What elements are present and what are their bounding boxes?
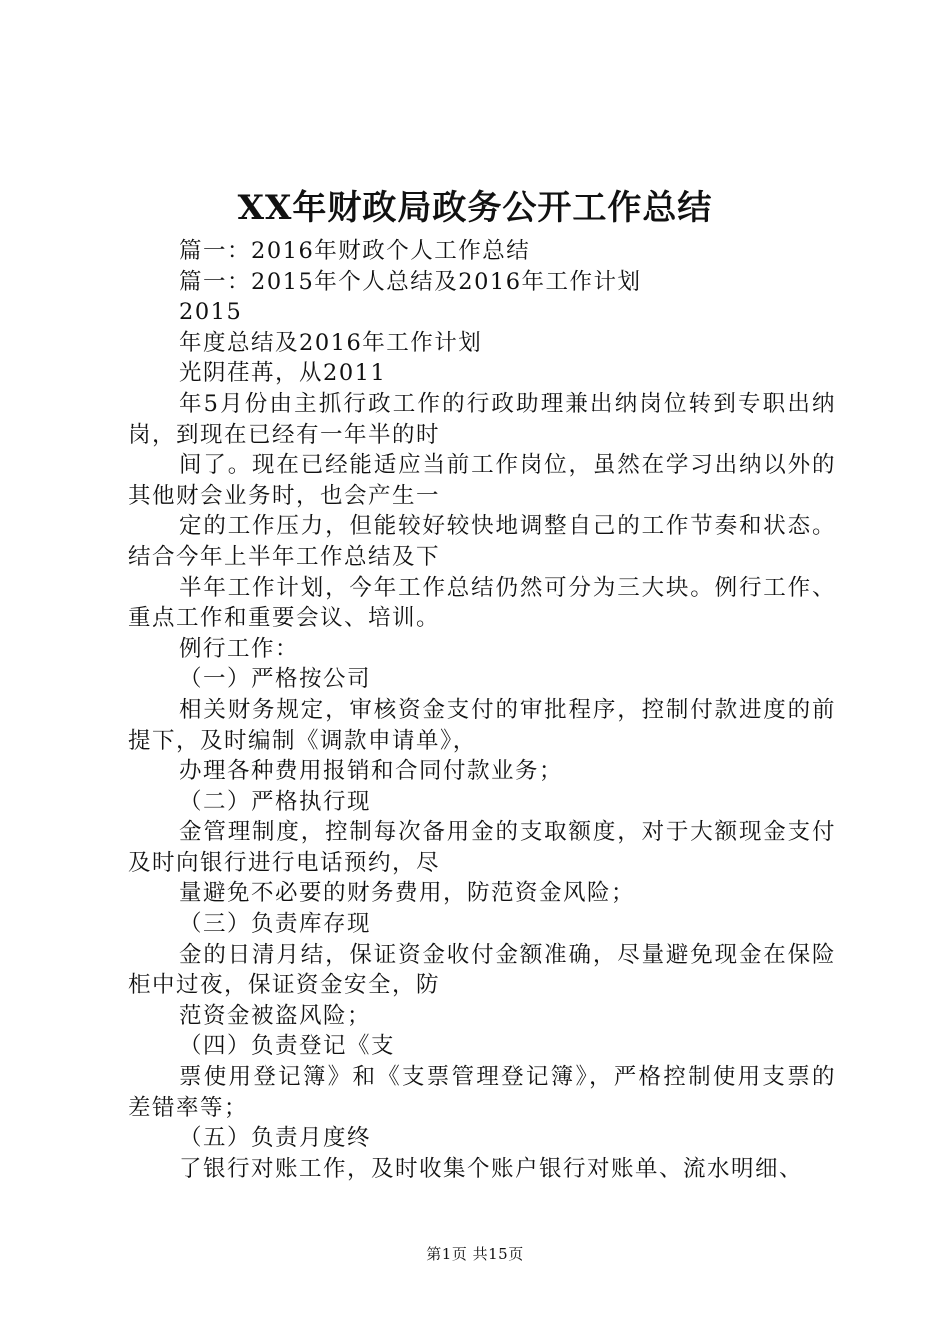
- document-title: XX年财政局政务公开工作总结: [237, 188, 713, 228]
- paragraph: 光阴荏苒，从2011: [179, 360, 387, 387]
- paragraph: （三）负责库存现: [179, 911, 372, 938]
- paragraph: （四）负责登记《支: [179, 1033, 396, 1060]
- paragraph: 相关财务规定，审核资金支付的审批程序，控制付款进度的前提下，及时编制《调款申请单》，: [128, 696, 836, 754]
- paragraph: 半年工作计划，今年工作总结仍然可分为三大块。例行工作、重点工作和重要会议、培训。: [128, 574, 836, 632]
- paragraph: 定的工作压力，但能较好较快地调整自己的工作节奏和状态。结合今年上半年工作总结及下: [128, 513, 836, 570]
- paragraph: 了银行对账工作，及时收集个账户银行对账单、流水明细、: [179, 1155, 804, 1182]
- paragraph: （一）严格按公司: [179, 666, 372, 693]
- paragraph: 年度总结及2016年工作计划: [179, 329, 483, 356]
- page-number-footer: 第1页 共15页: [426, 1245, 524, 1263]
- paragraph: 办理各种费用报销和合同付款业务；: [179, 758, 564, 785]
- paragraph: （二）严格执行现: [179, 788, 372, 815]
- paragraph: 篇一：2016年财政个人工作总结: [179, 238, 531, 264]
- paragraph: 年5月份由主抓行政工作的行政助理兼出纳岗位转到专职出纳岗，到现在已经有一年半的时: [128, 390, 836, 448]
- paragraph: 间了。现在已经能适应当前工作岗位，虽然在学习出纳以外的其他财会业务时，也会产生一: [128, 452, 836, 509]
- paragraph: 范资金被盗风险；: [179, 1002, 372, 1029]
- paragraph: 票使用登记簿》和《支票管理登记簿》，严格控制使用支票的差错率等；: [128, 1064, 836, 1121]
- paragraph: 2015: [179, 299, 243, 326]
- paragraph: 例行工作：: [179, 635, 300, 662]
- paragraph: 量避免不必要的财务费用，防范资金风险；: [179, 880, 636, 907]
- paragraph: 金的日清月结，保证资金收付金额准确，尽量避免现金在保险柜中过夜，保证资金安全，防: [128, 941, 836, 999]
- paragraph: （五）负责月度终: [179, 1125, 372, 1152]
- document-body: [128, 236, 836, 1184]
- paragraph: 金管理制度，控制每次备用金的支取额度，对于大额现金支付及时向银行进行电话预约，尽: [128, 819, 836, 876]
- paragraph: 篇一：2015年个人总结及2016年工作计划: [179, 268, 642, 295]
